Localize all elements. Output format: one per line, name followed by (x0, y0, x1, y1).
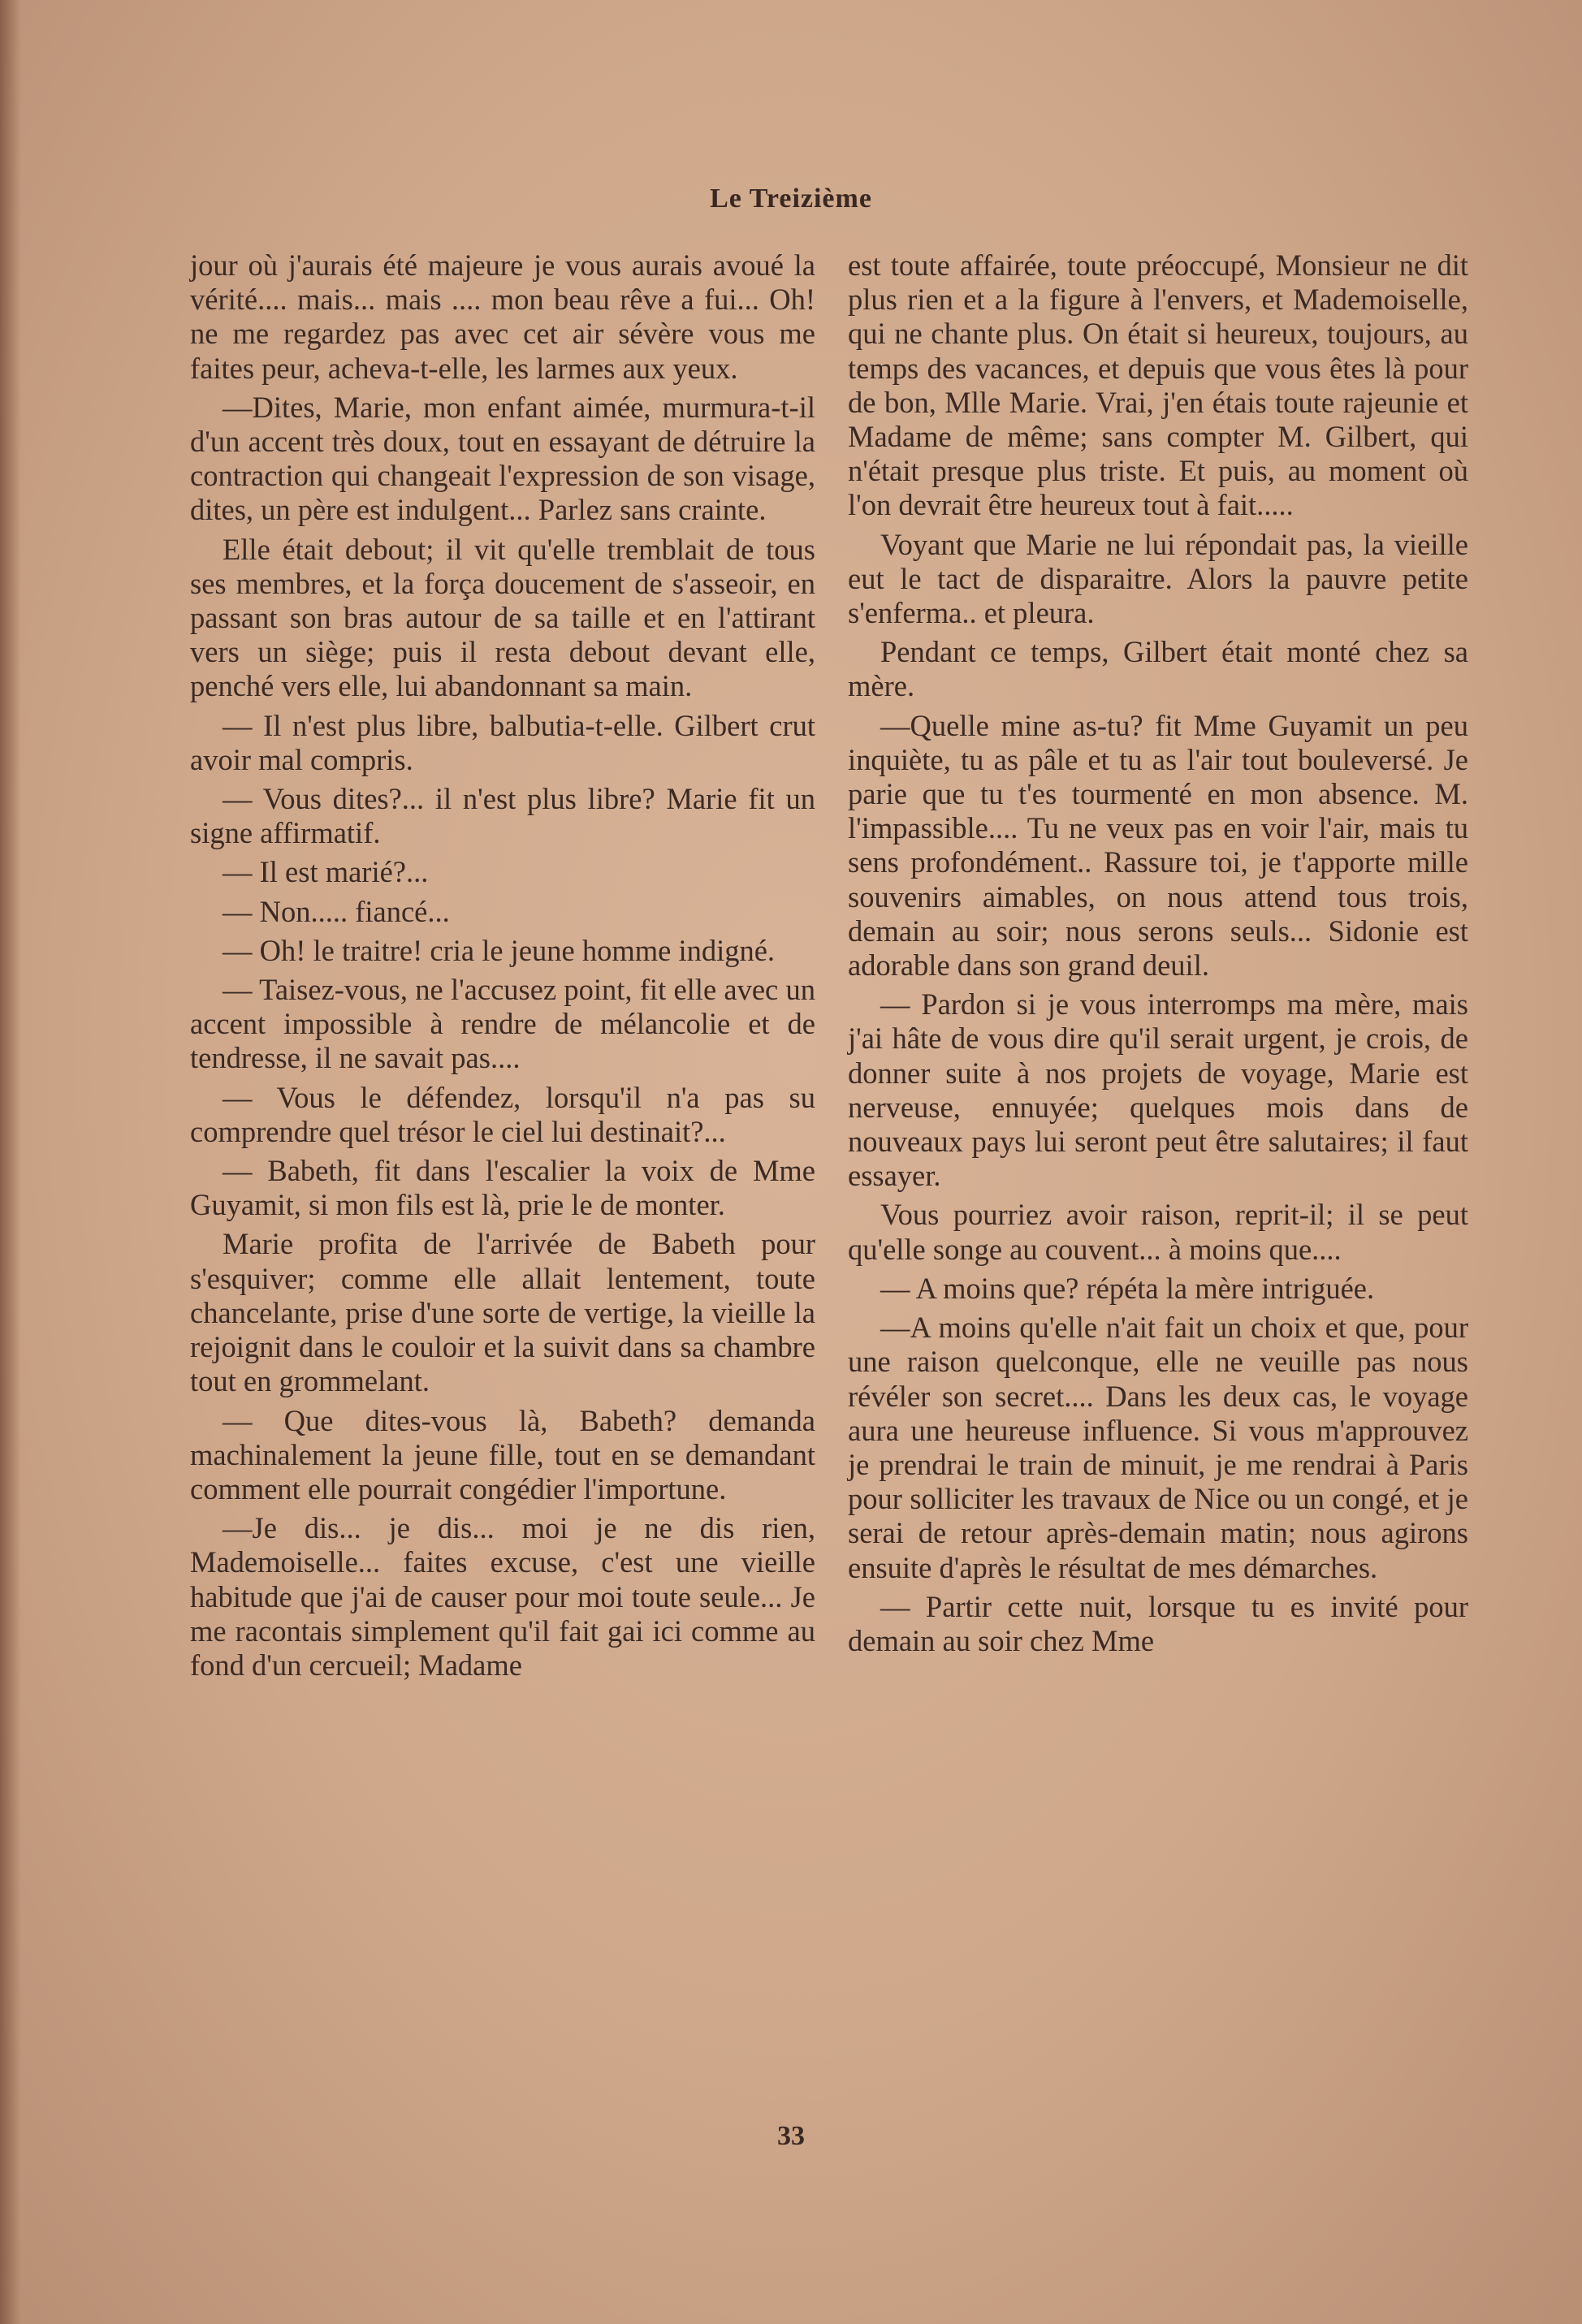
paragraph: — Pardon si je vous interromps ma mère, mais j'ai hâte de vous dire qu'il serait urgent, je crois, de donner suite à nos projets de voyage, Marie est nerveuse, ennuyée; quelques mois dans de nouveaux pays lui seront peut être salutaires; il faut essayer. (848, 987, 1468, 1193)
paragraph: — Il n'est plus libre, balbutia-t-elle. Gilbert crut avoir mal compris. (190, 708, 815, 776)
paragraph: — Il est marié?... (223, 855, 429, 889)
paragraph: — Taisez-vous, ne l'accusez point, fit elle avec un accent impossible à rendre de mélancolie et de tendresse, il ne savait pas.... (190, 973, 815, 1075)
paragraph: Vous pourriez avoir raison, reprit-il; il se peut qu'elle songe au couvent... à moins que.... (848, 1198, 1468, 1266)
paragraph: —Dites, Marie, mon enfant aimée, murmura-t-il d'un accent très doux, tout en essayant de détruire la contraction qui changeait l'expression de son visage, dites, un père est indulgent... Parlez sans crainte. (190, 390, 815, 527)
paragraph: — Non..... fiancé... (223, 894, 450, 928)
paragraph: Elle était debout; il vit qu'elle tremblait de tous ses membres, et la força doucement de s'asseoir, en passant son bras autour de sa taille et en l'attirant vers un siège; puis il resta debout devant elle, penché vers elle, lui abandonnant sa main. (190, 532, 815, 703)
left-column (190, 248, 815, 1687)
paragraph: —Je dis... je dis... moi je ne dis rien, Mademoiselle... faites excuse, c'est une vieille habitude que j'ai de causer pour moi toute seule... Je me racontais simplement qu'il fait gai ici comme au fond d'un cercueil; Madame (190, 1511, 815, 1682)
running-title: Le Treizième (710, 184, 872, 214)
paragraph: jour où j'aurais été majeure je vous aurais avoué la vérité.... mais... mais .... mon beau rêve a fui... Oh! ne me regardez pas avec cet air sévère vous me faites peur, acheva-t-elle, les larmes aux yeux. (190, 248, 815, 385)
paragraph: —A moins qu'elle n'ait fait un choix et que, pour une raison quelconque, elle ne veuille pas nous révéler son secret.... Dans les deux cas, le voyage aura une heureuse influence. Si vous m'approuvez je prendrai le train de minuit, je me rendrai à Paris pour solliciter les travaux de Nice ou un congé, et je serai de retour après-demain matin; nous agirons ensuite d'après le résultat de mes démarches. (848, 1311, 1468, 1584)
paragraph: Marie profita de l'arrivée de Babeth pour s'esquiver; comme elle allait lentement, toute chancelante, prise d'une sorte de vertige, la vieille la rejoignit dans le couloir et la suivit dans sa chambre tout en grommelant. (190, 1227, 815, 1398)
paragraph: —Quelle mine as-tu? fit Mme Guyamit un peu inquiète, tu as pâle et tu as l'air tout bouleversé. Je parie que tu t'es tourmenté en mon absence. M. l'impassible.... Tu ne veux pas en voir l'air, mais tu sens profondément.. Rassure toi, je t'apporte mille souvenirs aimables, on nous attend tous trois, demain au soir; nous serons seuls... Sidonie est adorable dans son grand deuil. (848, 708, 1468, 983)
paragraph: — Partir cette nuit, lorsque tu es invité pour demain au soir chez Mme (848, 1589, 1468, 1657)
paragraph: — Que dites-vous là, Babeth? demanda machinalement la jeune fille, tout en se demandant comment elle pourrait congédier l'importune. (190, 1403, 815, 1505)
right-column (848, 248, 1468, 1663)
paragraph: — Vous le défendez, lorsqu'il n'a pas su comprendre quel trésor le ciel lui destinait?... (190, 1080, 815, 1148)
paragraph: Voyant que Marie ne lui répondait pas, la vieille eut le tact de disparaitre. Alors la pauvre petite s'enferma.. et pleura. (848, 527, 1468, 630)
paragraph: est toute affairée, toute préoccupé, Monsieur ne dit plus rien et a la figure à l'envers, et Mademoiselle, qui ne chante plus. On était si heureux, toujours, au temps des vacances, et depuis que vous êtes là pour de bon, Mlle Marie. Vrai, j'en étais toute rajeunie et Madame de même; sans compter M. Gilbert, qui n'était presque plus triste. Et puis, au moment où l'on devrait être heureux tout à fait..... (848, 248, 1468, 522)
paragraph: Pendant ce temps, Gilbert était monté chez sa mère. (848, 635, 1468, 703)
page-number: 33 (777, 2121, 805, 2151)
paragraph: — A moins que? répéta la mère intriguée. (880, 1271, 1375, 1305)
paragraph: — Babeth, fit dans l'escalier la voix de Mme Guyamit, si mon fils est là, prie le de monter. (190, 1154, 815, 1222)
paragraph: — Vous dites?... il n'est plus libre? Marie fit un signe affirmatif. (190, 782, 815, 850)
paragraph: — Oh! le traitre! cria le jeune homme indigné. (223, 933, 776, 967)
